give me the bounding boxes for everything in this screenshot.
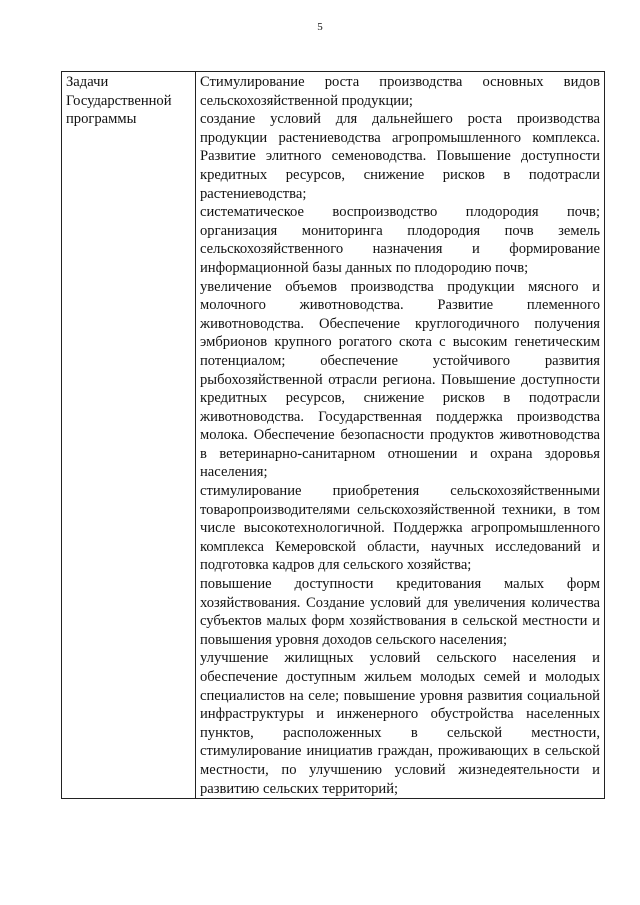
task-paragraph: повышение доступности кредитования малых форм хозяйствования. Создание условий для увеличения количества субъектов малых форм хозяйствования в сельской местности и повышения уровня доходов сельского населения; (200, 576, 600, 648)
tasks-cell (196, 72, 605, 799)
task-paragraph: увеличение объемов производства продукции мясного и молочного животноводства. Развитие племенного животноводства. Обеспечение круглогодичного получения эмбрионов крупного рогатого скота с высоким генетическим потенциалом; обеспечение устойчивого развития рыбохозяйственной отрасли региона. Повышение доступности кредитных ресурсов, снижение рисков в подотрасли животноводства. Государственная поддержка производства молока. Обеспечение безопасности продуктов животноводства в ветеринарно-санитарном отношении и охрана здоровья населения; (200, 278, 600, 481)
page-number: 5 (317, 21, 323, 33)
row-label-cell: Задачи Государственной программы (62, 72, 196, 799)
table-row (62, 72, 605, 799)
task-paragraph: создание условий для дальнейшего роста производства продукции растениеводства агропромышленного комплекса. Развитие элитного семеноводства. Повышение доступности кредитных ресурсов, снижение рисков в подотрасли растениеводства; (200, 111, 600, 202)
task-paragraph: стимулирование приобретения сельскохозяйственными товаропроизводителями сельскохозяйственной техники, в том числе высокотехнологичной. Поддержка агропромышленного комплекса Кемеровской области, научных исследований и подготовка кадров для сельского хозяйства; (200, 483, 600, 574)
task-paragraph: улучшение жилищных условий сельского населения и обеспечение доступным жильем молодых семей и молодых специалистов на селе; повышение уровня развития социальной инфраструктуры и инженерного обустройства населенных пунктов, расположенных в сельской местности, стимулирование инициатив граждан, проживающих в сельской местности, по улучшению условий жизнедеятельности и развитию сельских территорий; (200, 650, 600, 797)
task-paragraph: систематическое воспроизводство плодородия почв; организация мониторинга плодородия почв земель сельскохозяйственного назначения и формирование информационной базы данных по плодородию почв; (200, 204, 600, 276)
program-tasks-table (61, 71, 605, 799)
task-paragraph: Стимулирование роста производства основных видов сельскохозяйственной продукции; (200, 74, 600, 109)
